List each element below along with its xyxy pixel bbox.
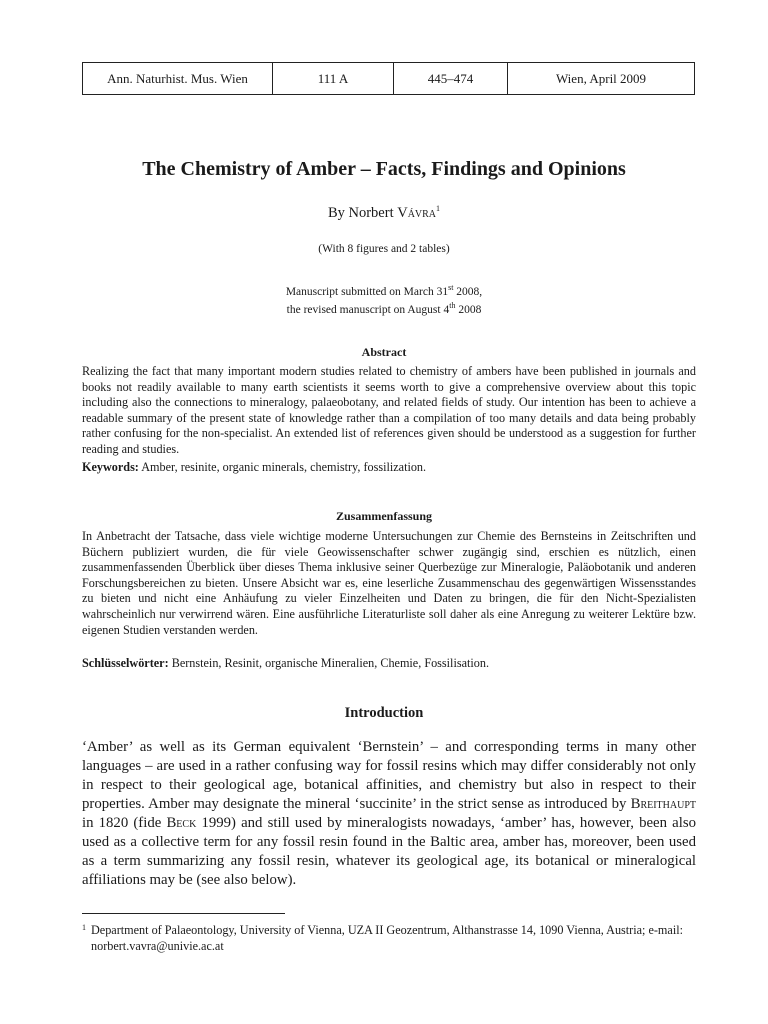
footnote xyxy=(82,923,696,954)
zusammenfassung-heading: Zusammenfassung xyxy=(335,509,433,523)
abstract-heading: Abstract xyxy=(361,345,407,359)
introduction-text: ‘Amber’ as well as its German equivalent ‘Bernstein’ – and corresponding terms in many other languages – are used in a rather confusing way for fossil resins which may differ considerably not only in respect to their geological age, botanical affinities, and chemistry but also in respect to their properties. Amber may designate the mineral ‘succinite’ in the strict sense as introduced by Breithaupt in 1820 (fide Beck 1999) and still used by mineralogists nowadays, ‘amber’ has, however, been also used as a collective term for any fossil resin found in the Baltic area, amber has, moreover, been used as a term summarizing any fossil resin, whatever its geological age, its botanical or mineralogical affiliations may be (see also below). xyxy=(82,739,696,888)
schluesselwoerter-label: Schlüsselwörter: xyxy=(82,656,169,670)
manuscript-dates xyxy=(0,281,768,317)
author-prefix: By Norbert xyxy=(327,204,398,221)
keywords-line xyxy=(82,460,696,475)
author-line xyxy=(0,204,768,222)
journal-header-table xyxy=(82,62,695,95)
schluesselwoerter-line xyxy=(82,656,696,671)
introduction-heading: Introduction xyxy=(344,705,424,721)
author-footnote-mark: 1 xyxy=(436,204,441,213)
journal-name: Ann. Naturhist. Mus. Wien xyxy=(83,63,273,95)
footnote-mark: 1 xyxy=(82,923,86,932)
keywords-list: Amber, resinite, organic minerals, chemistry, fossilization. xyxy=(138,460,427,474)
citation-beck: Beck xyxy=(166,815,197,831)
citation-breithaupt: Breithaupt xyxy=(630,796,696,812)
zusammenfassung-text: In Anbetracht der Tatsache, dass viele wichtige moderne Untersuchungen zur Chemie des Bernsteins in Zeitschriften und Büchern publiziert wurden, die für viele Geowissenschafter schwer zugängig sind, erschien es nützlich, einen zusammenfassenden Überblick über dieses Thema inklusive seiner Querbezüge zur Mineralogie, Paläobotanik und anderen Forschungsbereichen zu bieten. Unsere Absicht war es, eine leserliche Zusammenschau des gegenwärtigen Wissensstandes zu bieten und nicht eine Anhäufung zu vieler Einzelheiten und Daten zu bringen, die für den Nicht-Spezialisten wahrscheinlich nur verwirrend wären. Eine ausführliche Literaturliste soll daher als eine Anregung zu weiterer Lektüre bzw. eigenen Studien verstanden werden. xyxy=(82,529,696,637)
paper-title: The Chemistry of Amber – Facts, Findings and Opinions xyxy=(142,158,626,180)
keywords-label: Keywords: xyxy=(82,460,139,474)
abstract-text: Realizing the fact that many important modern studies related to chemistry of ambers have been published in journals and books not readily available to many earth scientists it seems worth to give a comprehensive overview about this topic including also the connections to mineralogy, palaeobotany, and related fields of study. Our intention has been to achieve a readable summary of the present state of knowledge rather than a compilation of too many details and data being probably rather confusing for the non-specialist. An extended list of references given should be understood as a suggestion for further reading and studies. xyxy=(82,364,696,456)
revised-line: the revised manuscript on August 4th 2008 xyxy=(286,300,482,316)
author-surname: Vávra xyxy=(397,204,437,221)
page-range: 445–474 xyxy=(394,63,508,95)
footnote-rule xyxy=(82,913,285,914)
schluesselwoerter-list: Bernstein, Resinit, organische Mineralien, Chemie, Fossilisation. xyxy=(168,656,489,670)
footnote-text: Department of Palaeontology, University of Vienna, UZA II Geozentrum, Althanstrasse 14, 1090 Vienna, Austria; e-mail: norbert.vavra@univie.ac.at xyxy=(91,923,683,953)
volume: 111 A xyxy=(273,63,394,95)
place-date: Wien, April 2009 xyxy=(508,63,695,95)
submitted-line: Manuscript submitted on March 31st 2008, xyxy=(285,283,483,298)
figures-note: (With 8 figures and 2 tables) xyxy=(318,243,450,255)
